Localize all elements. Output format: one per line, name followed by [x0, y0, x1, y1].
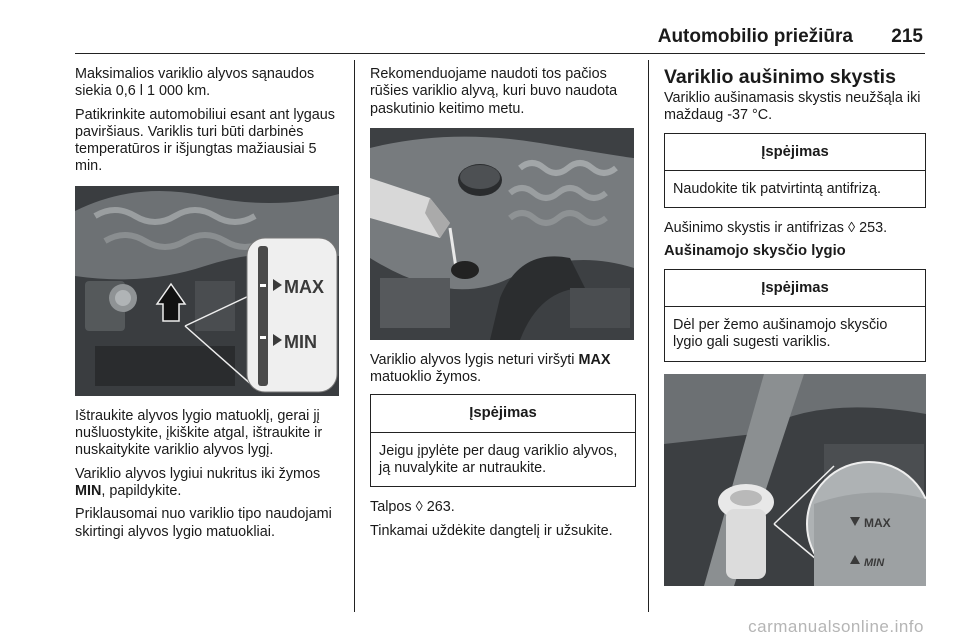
- warning-body: Jeigu įpylėte per daug variklio alyvos, ją nuvalykite ar nutraukite.: [379, 442, 618, 477]
- paragraph: Variklio alyvos lygis neturi viršyti MAX matuoklio žymos.: [370, 351, 611, 386]
- warning-title: Įspėjimas: [665, 134, 925, 171]
- paragraph: Rekomenduojame naudoti tos pačios rūšies variklio alyvą, kuri buvo naudota paskutinio keitimo metu.: [370, 66, 618, 117]
- warning-body: Dėl per žemo aušinamojo skysčio lygio gali sugesti variklis.: [673, 317, 888, 351]
- warning-body: Naudokite tik patvirtintą antifrizą.: [673, 180, 881, 197]
- column-left: [75, 66, 341, 547]
- min-label: MIN: [75, 482, 102, 499]
- page-link[interactable]: 253: [859, 220, 884, 237]
- coolant-tank-photo: [664, 374, 926, 586]
- column-right: [664, 66, 926, 598]
- paragraph: Patikrinkite automobiliui esant ant lygaus paviršiaus. Variklis turi būti darbinės temperatūros ir išjungtas mažiausiai 5 min.: [75, 106, 335, 175]
- coolant-level-subheading: Aušinamojo skysčio lygio: [664, 243, 846, 260]
- paragraph: Variklio alyvos lygiui nukritus iki žymos MIN, papildykite.: [75, 465, 321, 499]
- page-link[interactable]: 263: [426, 499, 451, 516]
- reference-arrow-icon: ◊: [847, 220, 856, 237]
- reference-arrow-icon: ◊: [415, 499, 423, 516]
- dipstick-photo: [75, 186, 339, 396]
- dipstick-max-label: MAX: [284, 276, 324, 297]
- warning-box: [664, 133, 926, 209]
- tank-min-label: MIN: [864, 556, 885, 569]
- antifreeze-reference: Aušinimo skystis ir antifrizas ◊ 253.: [664, 220, 888, 237]
- paragraph: Maksimalios variklio alyvos sąnaudos siekia 0,6 l 1 000 km.: [75, 66, 315, 100]
- paragraph: Ištraukite alyvos lygio matuoklį, gerai jį nušluostykite, įkiškite atgal, ištraukite ir nuskaitykite variklio alyvos lygį.: [75, 407, 323, 459]
- page-header: [75, 26, 925, 54]
- section-title: Automobilio priežiūra: [657, 26, 853, 47]
- paragraph: Tinkamai uždėkite dangtelį ir užsukite.: [370, 522, 613, 539]
- max-label: MAX: [578, 351, 611, 368]
- tank-max-label: MAX: [864, 515, 891, 530]
- paragraph: Priklausomai nuo variklio tipo naudojami skirtingi alyvos lygio matuokliai.: [75, 506, 332, 540]
- coolant-heading: Variklio aušinimo skystis: [664, 66, 896, 88]
- watermark: carmanualsonline.info: [748, 617, 924, 636]
- column-middle: [370, 66, 636, 546]
- capacity-reference: Talpos ◊ 263.: [370, 499, 455, 516]
- warning-title: Įspėjimas: [665, 270, 925, 307]
- oil-filling-photo: [370, 128, 634, 340]
- column-divider: [354, 60, 355, 612]
- warning-box: [370, 394, 636, 487]
- column-divider: [648, 60, 649, 612]
- paragraph: Variklio aušinamasis skystis neužšąla iki maždaug -37 °C.: [664, 90, 921, 124]
- dipstick-min-label: MIN: [284, 331, 317, 352]
- warning-title: Įspėjimas: [371, 395, 635, 432]
- warning-box: [664, 269, 926, 362]
- page-number: 215: [891, 26, 923, 47]
